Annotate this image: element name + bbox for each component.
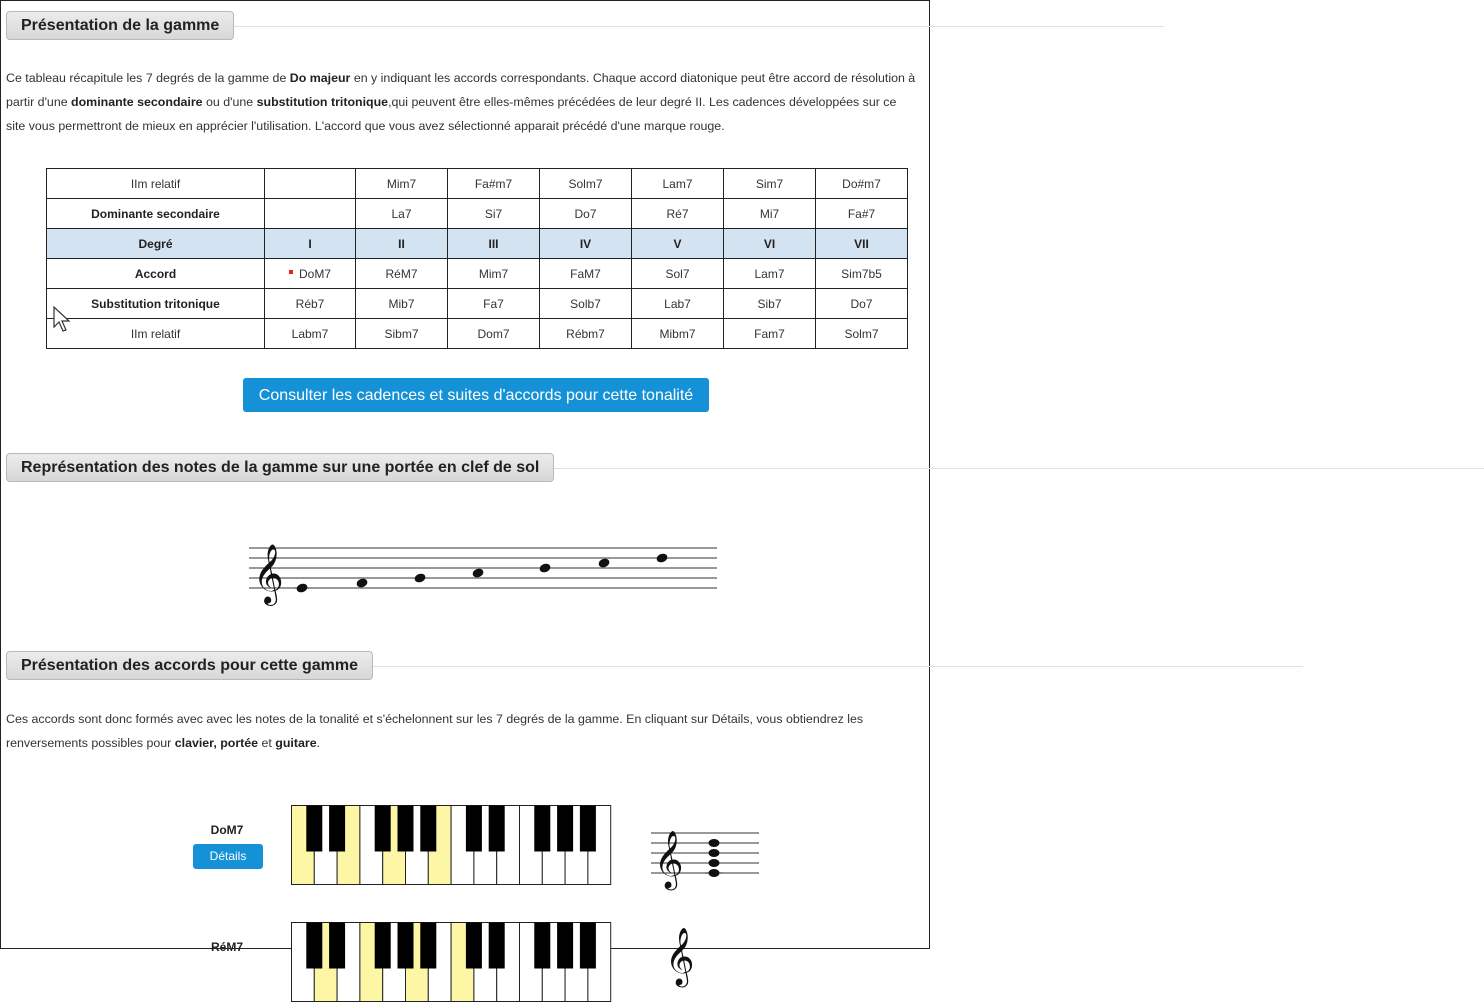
black-key [375,923,391,969]
black-key [489,923,505,969]
note-head [709,849,720,857]
intro-text: . [316,736,321,750]
cadences-button[interactable]: Consulter les cadences et suites d'accords pour cette tonalité [243,378,709,412]
table-cell: Lam7 [632,169,724,199]
scale-staff [249,529,719,604]
table-cell: Fa#7 [816,199,908,229]
note-head [656,553,668,563]
chord-name: DoM7 [210,823,244,837]
table-cell: Do7 [816,289,908,319]
table-row [47,319,908,349]
row-label: IIm relatif [47,169,265,199]
row-label: Degré [47,229,265,259]
table-cell: Mim7 [448,259,540,289]
intro-text: Ces accords sont donc formés avec avec les notes de la tonalité et s'échelonnent sur les 7 degrés de la gamme. En cliquant sur Détails, vous obtiendrez les renversements possibles pour [6,712,864,750]
table-cell: Fam7 [724,319,816,349]
table-cell: Lam7 [724,259,816,289]
black-key [420,923,436,969]
table-cell: FaM7 [540,259,632,289]
table-cell: Solm7 [816,319,908,349]
intro-text: ou d'une [202,95,257,109]
section-header-chords [6,651,373,680]
intro-dominante: dominante secondaire [71,95,203,109]
table-cell [265,259,356,289]
table-cell: Mibm7 [632,319,724,349]
black-key [375,806,391,852]
details-button[interactable]: Détails [193,844,263,869]
degrees-table [46,168,908,349]
black-key [534,923,550,969]
table-cell: Mib7 [356,289,448,319]
black-key [398,806,414,852]
note-head [296,583,308,593]
table-row [47,169,908,199]
table-cell: I [265,229,356,259]
table-cell: Lab7 [632,289,724,319]
note-head [709,859,720,867]
table-cell: Sol7 [632,259,724,289]
selected-marker-icon [289,270,293,274]
table-cell: Solm7 [540,169,632,199]
note-head [356,578,368,588]
table-cell: IV [540,229,632,259]
table-cell: Rébm7 [540,319,632,349]
intro-substitution: substitution tritonique [256,95,389,109]
table-row [47,289,908,319]
piano-keyboard [291,805,612,886]
table-row [47,199,908,229]
note-head [472,568,484,578]
table-cell: Do7 [540,199,632,229]
table-cell: VII [816,229,908,259]
chord-staff [651,816,761,888]
black-key [398,923,414,969]
intro-text: Ce tableau récapitule les 7 degrés de la gamme de [6,71,290,85]
black-key [306,923,322,969]
table-cell: Sim7 [724,169,816,199]
table-cell: V [632,229,724,259]
black-key [580,806,596,852]
table-cell: Mim7 [356,169,448,199]
intro-bold: guitare [275,736,317,750]
black-key [534,806,550,852]
black-key [580,923,596,969]
table-cell: RéM7 [356,259,448,289]
black-key [489,806,505,852]
black-key [329,923,345,969]
intro-paragraph [6,66,918,138]
note-head [414,573,426,583]
intro-bold: clavier, portée [174,736,259,750]
treble-clef-icon: 𝄞 [665,927,695,985]
table-cell [265,199,356,229]
black-key [557,806,573,852]
note-head [709,869,720,877]
table-cell: II [356,229,448,259]
black-key [306,806,322,852]
table-cell: VI [724,229,816,259]
black-key [329,806,345,852]
intro-text: ,qui peuvent être elles-mêmes précédées de leur degré II. Les cadences développées sur ce site vous permettront de mieux en apprécier l'utilisation. L'accord que vous avez sélectionné apparait précédé d'une marque rouge. [6,95,897,133]
table-cell [265,169,356,199]
cell-text: DoM7 [298,266,331,281]
table-cell: Sibm7 [356,319,448,349]
section-header-notes [6,453,554,482]
chord-name: RéM7 [210,940,243,954]
note-head [539,563,551,573]
note-head [709,839,720,847]
chords-intro-paragraph [6,707,918,755]
row-label: IIm relatif [47,319,265,349]
section-title: Présentation des accords pour cette gamme [6,651,373,680]
black-key [420,806,436,852]
table-cell: Dom7 [448,319,540,349]
black-key [557,923,573,969]
intro-key: Do majeur [289,71,351,85]
table-cell: Labm7 [265,319,356,349]
intro-text: en y indiquant les accords correspondants. Chaque accord diatonique peut être accord de résolution à partir d'une [6,71,916,109]
mouse-cursor-icon [53,306,71,334]
row-label: Dominante secondaire [47,199,265,229]
table-row [47,259,908,289]
row-label: Substitution tritonique [47,289,265,319]
table-cell: Solb7 [540,289,632,319]
table-cell: Sim7b5 [816,259,908,289]
treble-clef-icon: 𝄞 [654,830,684,888]
table-cell: Mi7 [724,199,816,229]
black-key [466,923,482,969]
note-head [598,558,610,568]
table-cell: Fa7 [448,289,540,319]
table-cell: Ré7 [632,199,724,229]
row-label: Accord [47,259,265,289]
table-cell: III [448,229,540,259]
section-title: Représentation des notes de la gamme sur une portée en clef de sol [6,453,554,482]
table-cell: La7 [356,199,448,229]
table-cell: Sib7 [724,289,816,319]
table-row [47,229,908,259]
intro-text: et [258,736,276,750]
section-header-presentation [6,11,234,40]
chord-staff [651,927,711,985]
table-cell: Fa#m7 [448,169,540,199]
treble-clef-icon: 𝄞 [253,544,284,604]
table-cell: Do#m7 [816,169,908,199]
black-key [466,806,482,852]
table-cell: Réb7 [265,289,356,319]
piano-keyboard [291,922,612,1003]
table-cell: Si7 [448,199,540,229]
section-title: Présentation de la gamme [6,11,234,40]
